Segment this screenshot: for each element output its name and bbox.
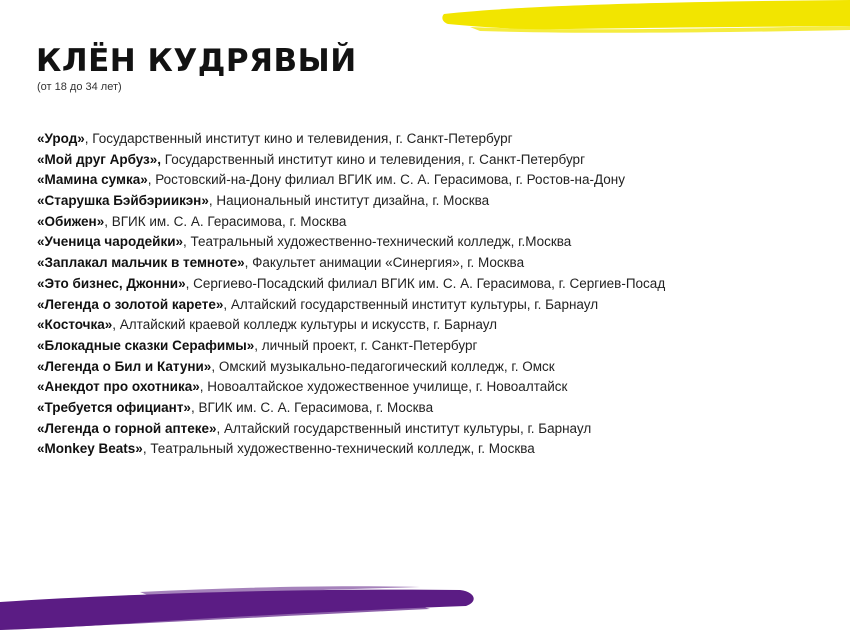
yellow-brush-stroke-tail <box>500 2 800 12</box>
film-entry <box>37 336 827 357</box>
film-entry <box>37 295 827 316</box>
yellow-brush-stroke-streak <box>470 26 850 33</box>
film-title: «Легенда о золотой карете» <box>37 296 224 312</box>
film-entry <box>37 191 827 212</box>
film-title: «Старушка Бэйбэриикэн» <box>37 193 209 209</box>
film-entry <box>37 274 827 295</box>
film-details: , Сергиево-Посадский филиал ВГИК им. С. А. Герасимова, г. Сергиев-Посад <box>185 275 666 291</box>
page-title: КЛЁН КУДРЯВЫЙ <box>36 43 357 79</box>
film-title: «Блокадные сказки Серафимы» <box>37 337 255 353</box>
purple-brush-stroke-streak <box>0 606 430 630</box>
film-details: , Факультет анимации «Синергия», г. Москва <box>244 255 525 271</box>
film-title: «Легенда о Бил и Катуни» <box>37 358 212 374</box>
film-details: , Театральный художественно-технический колледж, г. Москва <box>142 441 535 457</box>
film-details: , Национальный институт дизайна, г. Москва <box>208 193 490 209</box>
film-entry <box>37 170 827 191</box>
film-entry <box>37 439 827 460</box>
film-title: «Мамина сумка» <box>37 172 148 188</box>
film-entry <box>37 315 827 336</box>
film-details: , Алтайский государственный институт культуры, г. Барнаул <box>216 420 592 436</box>
purple-brush-stroke <box>0 582 480 630</box>
film-details: , Государственный институт кино и телевидения, г. Санкт-Петербург <box>84 131 513 146</box>
film-title: «Monkey Beats» <box>37 441 143 457</box>
yellow-brush-stroke-body <box>442 0 850 29</box>
age-range-subtitle: (от 18 до 34 лет) <box>37 81 122 93</box>
film-entry <box>37 253 827 274</box>
film-details: Государственный институт кино и телевидения, г. Санкт-Петербург <box>161 151 585 167</box>
film-title: «Мой друг Арбуз», <box>37 151 162 167</box>
yellow-brush-stroke <box>440 0 850 40</box>
film-details: , Новоалтайское художественное училище, г. Новоалтайск <box>199 379 568 395</box>
film-entry <box>37 419 827 440</box>
film-title: «Требуется официант» <box>37 399 191 415</box>
film-details: , Алтайский государственный институт культуры, г. Барнаул <box>223 296 599 312</box>
film-title: «Косточка» <box>37 317 113 333</box>
film-entry <box>37 212 827 233</box>
purple-brush-stroke-body <box>0 590 474 630</box>
film-title: «Заплакал мальчик в темноте» <box>37 255 245 271</box>
film-title: «Ученица чародейки» <box>37 234 184 250</box>
film-details: , Ростовский-на-Дону филиал ВГИК им. С. А. Герасимова, г. Ростов-на-Дону <box>147 172 625 188</box>
film-entry <box>37 357 827 378</box>
film-details: , Алтайский краевой колледж культуры и искусств, г. Барнаул <box>112 317 498 333</box>
film-details: , личный проект, г. Санкт-Петербург <box>254 337 478 353</box>
film-details: , Театральный художественно-технический колледж, г.Москва <box>183 234 572 250</box>
film-entry <box>37 232 827 253</box>
purple-brush-stroke-tail <box>140 586 420 596</box>
film-title: «Урод» <box>37 131 85 146</box>
film-entry <box>37 150 827 171</box>
film-entry <box>37 398 827 419</box>
film-title: «Легенда о горной аптеке» <box>37 420 217 436</box>
film-entry <box>37 129 827 150</box>
film-details: , Омский музыкально-педагогический колледж, г. Омск <box>211 358 555 374</box>
film-details: , ВГИК им. С. А. Герасимова, г. Москва <box>104 213 347 229</box>
film-title: «Обижен» <box>37 213 105 229</box>
film-entry-list <box>37 129 827 460</box>
film-title: «Анекдот про охотника» <box>37 379 200 395</box>
film-entry <box>37 377 827 398</box>
film-details: , ВГИК им. С. А. Герасимова, г. Москва <box>190 399 434 415</box>
film-title: «Это бизнес, Джонни» <box>37 275 186 291</box>
